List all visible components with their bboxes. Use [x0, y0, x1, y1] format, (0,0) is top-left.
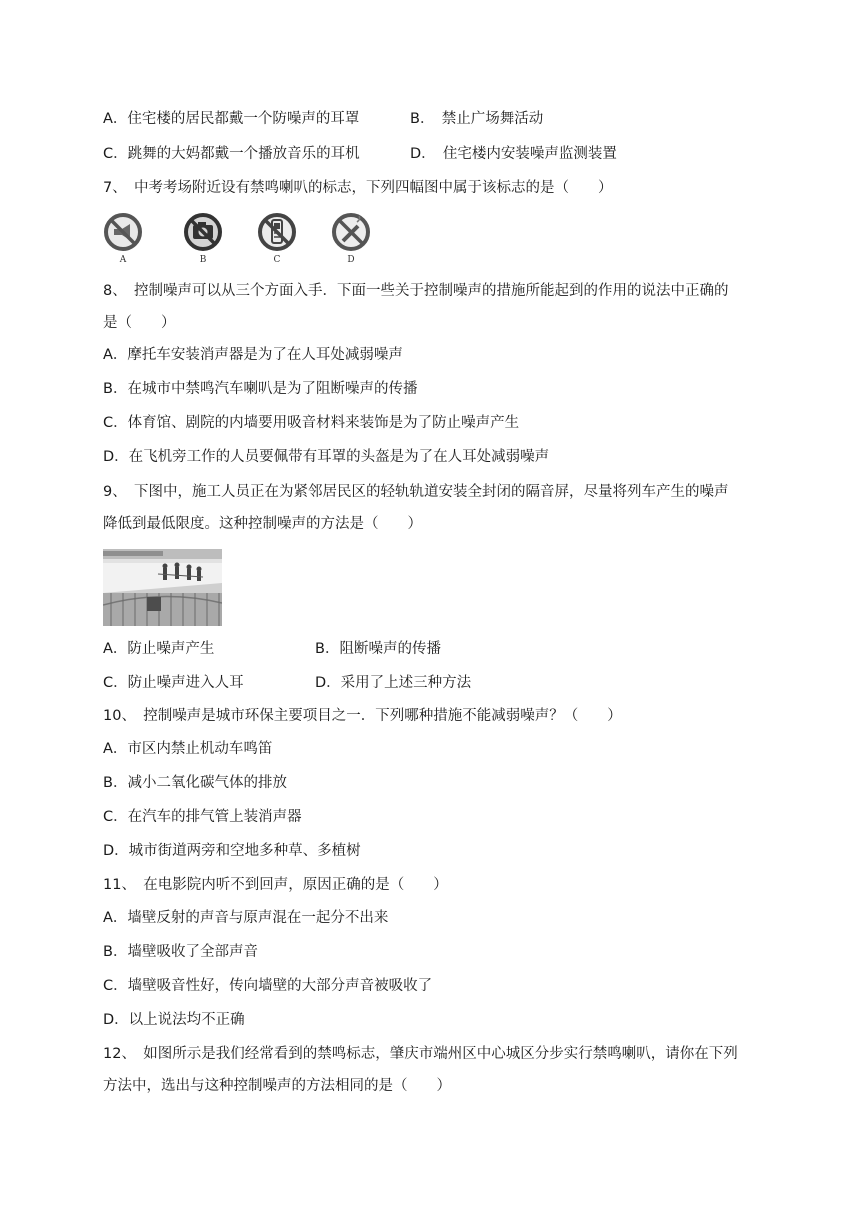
- q6-option-c: C．跳舞的大妈都戴一个播放音乐的耳机: [103, 146, 360, 162]
- no-camera-icon: [183, 210, 223, 254]
- q9-option-a: A．防止噪声产生: [103, 641, 215, 657]
- q9-stem-line2: 降低到最低限度。这种控制噪声的方法是（ ）: [103, 516, 422, 532]
- no-phone-icon: [257, 210, 297, 254]
- q11-option-d: D．以上说法均不正确: [103, 1012, 245, 1028]
- q11-option-b: B．墙壁吸收了全部声音: [103, 944, 258, 960]
- q11-option-a: A．墙壁反射的声音与原声混在一起分不出来: [103, 910, 389, 926]
- q10-option-d: D．城市街道两旁和空地多种草、多植树: [103, 843, 361, 859]
- q6-option-b: B． 禁止广场舞活动: [410, 111, 544, 127]
- q8-option-d: D．在飞机旁工作的人员要佩带有耳罩的头盔是为了在人耳处减弱噪声: [103, 449, 550, 465]
- sign-label-a: A: [119, 255, 127, 265]
- sign-label-c: C: [273, 255, 281, 265]
- q8-option-a: A．摩托车安装消声器是为了在人耳处减弱噪声: [103, 347, 403, 363]
- no-smoking-icon: [331, 210, 371, 254]
- q10-option-c: C．在汽车的排气管上装消声器: [103, 809, 302, 825]
- q12-stem-line2: 方法中，选出与这种控制噪声的方法相同的是（ ）: [103, 1078, 451, 1094]
- q9-option-c: C．防止噪声进入人耳: [103, 675, 244, 691]
- q7-stem: 7、 中考考场附近设有禁鸣喇叭的标志，下列四幅图中属于该标志的是（ ）: [103, 180, 613, 196]
- sign-label-b: B: [199, 255, 207, 265]
- sign-option-a: [103, 210, 143, 266]
- q8-option-b: B．在城市中禁鸣汽车喇叭是为了阻断噪声的传播: [103, 381, 418, 397]
- q8-stem-line2: 是（ ）: [103, 315, 176, 331]
- q9-option-d: D．采用了上述三种方法: [315, 675, 472, 691]
- q11-option-c: C．墙壁吸音性好，传向墙壁的大部分声音被吸收了: [103, 978, 433, 994]
- q12-stem-line1: 12、 如图所示是我们经常看到的禁鸣标志，肇庆市端州区中心城区分步实行禁鸣喇叭，请你在下列: [103, 1046, 738, 1062]
- q10-option-b: B．减小二氧化碳气体的排放: [103, 775, 287, 791]
- q9-option-b: B．阻断噪声的传播: [315, 641, 441, 657]
- q7-sign-images: [103, 210, 383, 266]
- q6-option-a: A．住宅楼的居民都戴一个防噪声的耳罩: [103, 111, 360, 127]
- q6-option-d: D． 住宅楼内安装噪声监测装置: [410, 146, 617, 162]
- q10-option-a: A．市区内禁止机动车鸣笛: [103, 741, 273, 757]
- q9-stem-line1: 9、 下图中，施工人员正在为紧邻居民区的轻轨轨道安装全封闭的隔音屏，尽量将列车产生的噪声: [103, 484, 729, 500]
- construction-photo: [103, 549, 222, 626]
- sign-option-c: [257, 210, 297, 266]
- q10-stem: 10、 控制噪声是城市环保主要项目之一．下列哪种措施不能减弱噪声？（ ）: [103, 708, 622, 724]
- q8-option-c: C．体育馆、剧院的内墙要用吸音材料来装饰是为了防止噪声产生: [103, 415, 520, 431]
- q11-stem: 11、 在电影院内听不到回声，原因正确的是（ ）: [103, 877, 448, 893]
- no-horn-icon: [103, 210, 143, 254]
- sign-label-d: D: [347, 255, 355, 265]
- sign-option-b: [183, 210, 223, 266]
- sign-option-d: [331, 210, 371, 266]
- q8-stem-line1: 8、 控制噪声可以从三个方面入手．下面一些关于控制噪声的措施所能起到的作用的说法中正确的: [103, 283, 729, 299]
